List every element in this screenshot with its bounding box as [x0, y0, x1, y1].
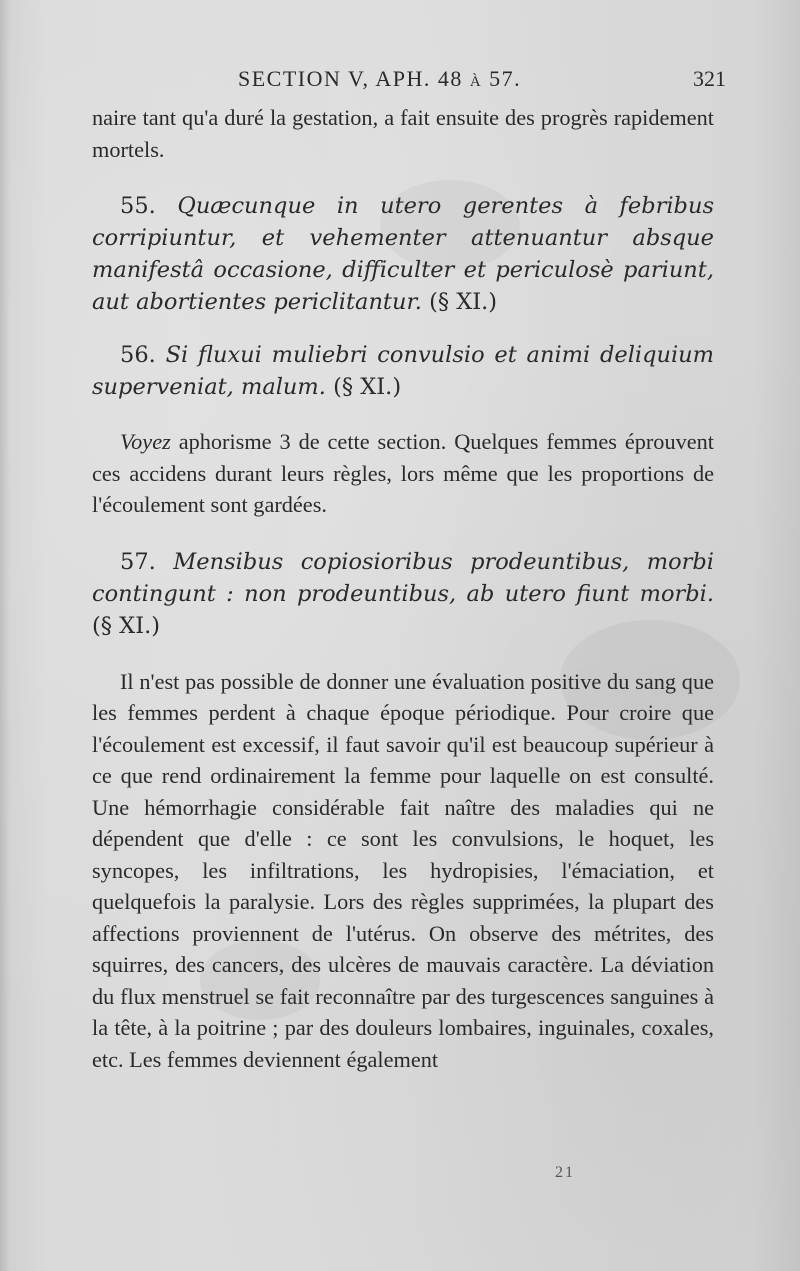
aphorism-text: Mensibus copiosioribus prodeuntibus, morbi contingunt : non prodeuntibus, ab utero fiunt morbi. [92, 548, 714, 607]
section-reference: (§ XI.) [333, 374, 402, 400]
aphorism-55 [92, 190, 714, 318]
text-block [92, 60, 726, 1075]
aphorism-text: Quæcunque in utero gerentes à febribus corripiuntur, et vehementer attenuantur absque manifestâ occasione, difficulter et periculosè pariunt, aut abortientes periclitantur. [92, 193, 714, 315]
commentary-text: aphorisme 3 de cette section. Quelques femmes éprouvent ces accidens durant leurs règles, lors même que les proportions de l'écoulement sont gardées. [92, 429, 714, 517]
commentary-57: Il n'est pas possible de donner une évaluation positive du sang que les femmes perdent à chaque époque périodique. Pour croire que l'écoulement est excessif, il faut savoir qu'il est beaucoup supérieur à ce que rend ordinairement la femme pour laquelle on est consulté. Une hémorrhagie considérable fait naître des maladies qui ne dépendent que d'elle : ce sont les convulsions, le hoquet, les syncopes, les infiltrations, les hydropisies, l'émaciation, et quelquefois la paralysie. Lors des règles supprimées, la plupart des affections proviennent de l'utérus. On observe des métrites, des squirres, des cancers, des ulcères de mauvais caractère. La déviation du flux menstruel se fait reconnaître par des turgescences sanguines à la tête, à la poitrine ; par des douleurs lombaires, inguinales, coxales, etc. Les femmes deviennent également [92, 668, 714, 1072]
running-title: SECTION V, APH. 48 à 57. [238, 66, 522, 91]
section-reference: (§ XI.) [429, 289, 498, 315]
aphorism-text: Si fluxui muliebri convulsio et animi deliquium superveniat, malum. [92, 342, 714, 400]
section-reference: (§ XI.) [92, 612, 161, 639]
aphorism-number: 55. [120, 193, 156, 219]
aphorism-56 [92, 339, 714, 403]
commentary-lead: Voyez [120, 429, 171, 454]
running-head [92, 60, 726, 104]
aphorism-57 [92, 546, 714, 642]
continuation-paragraph: naire tant qu'a duré la gestation, a fait ensuite des progrès rapidement mortels. [92, 105, 714, 162]
aphorism-number: 56. [120, 342, 156, 368]
signature-mark: 21 [555, 1164, 575, 1181]
commentary-56 [92, 426, 714, 521]
aphorism-number: 57. [120, 548, 156, 575]
page-number: 321 [693, 66, 726, 91]
